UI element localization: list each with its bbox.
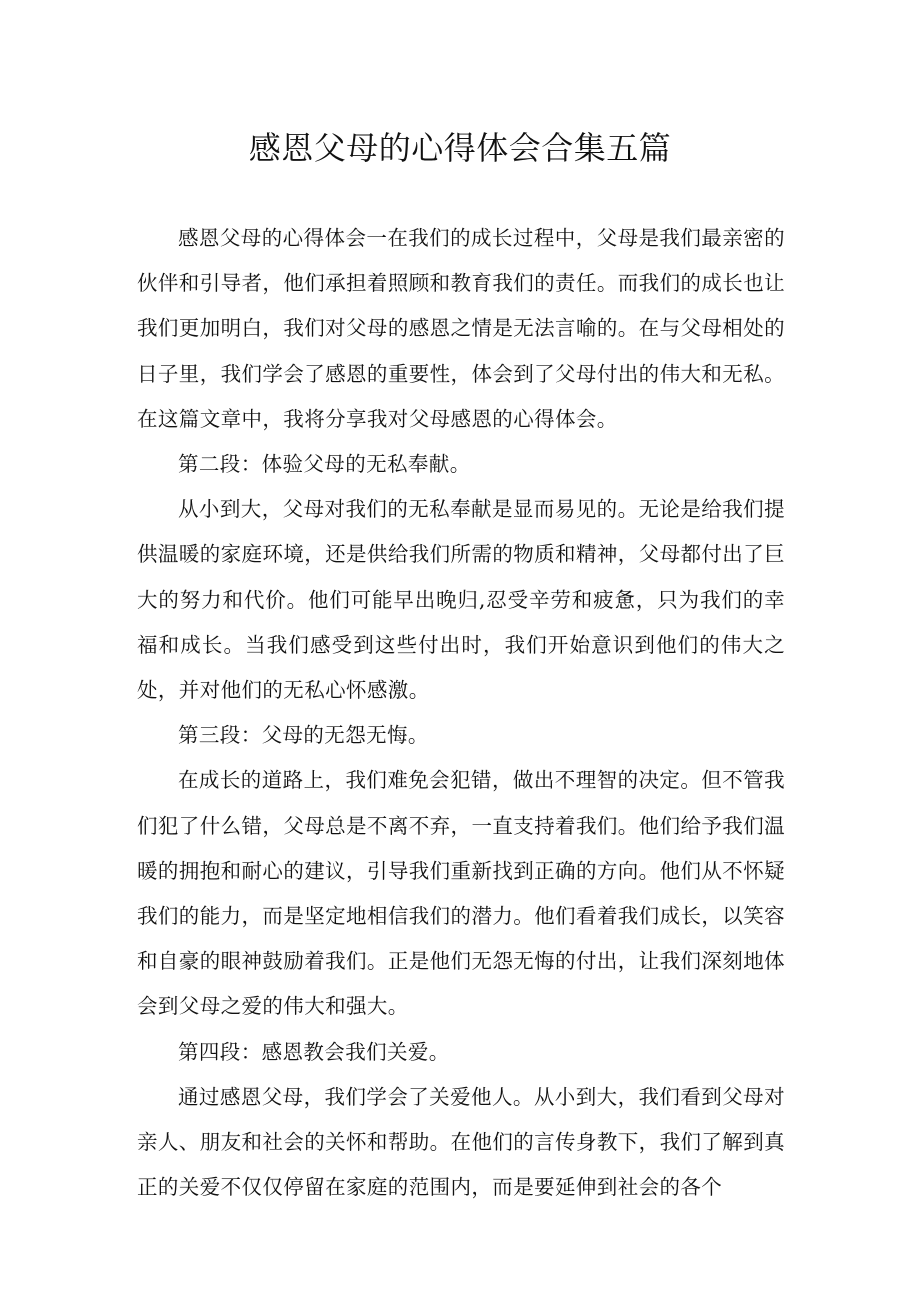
paragraph-no-regrets: 在成长的道路上，我们难免会犯错，做出不理智的决定。但不管我们犯了什么错，父母总是不离不弃，一直支持着我们。他们给予我们温暖的拥抱和耐心的建议，引导我们重新找到正确的方向。他们从不怀疑我们的能力，而是坚定地相信我们的潜力。他们看着我们成长，以笑容和自豪的眼神鼓励着我们。正是他们无怨无悔的付出，让我们深刻地体会到父母之爱的伟大和强大。 (137, 768, 785, 1019)
paragraph-intro: 感恩父母的心得体会一在我们的成长过程中，父母是我们最亲密的伙伴和引导者，他们承担着照顾和教育我们的责任。而我们的成长也让我们更加明白，我们对父母的感恩之情是无法言喻的。在与父母相处的日子里，我们学会了感恩的重要性，体会到了父母付出的伟大和无私。在这篇文章中，我将分享我对父母感恩的心得体会。 (137, 226, 785, 431)
document-body (137, 216, 785, 1210)
paragraph-caring: 通过感恩父母，我们学会了关爱他人。从小到大，我们看到父母对亲人、朋友和社会的关怀和帮助。在他们的言传身教下，我们了解到真正的关爱不仅仅停留在家庭的范围内，而是要延伸到社会的各个 (137, 1084, 785, 1200)
document-title: 感恩父母的心得体会合集五篇 (248, 129, 672, 167)
section-heading-2: 第二段：体验父母的无私奉献。 (178, 452, 471, 477)
paragraph-selfless-dedication: 从小到大，父母对我们的无私奉献是显而易见的。无论是给我们提供温暖的家庭环境，还是供给我们所需的物质和精神，父母都付出了巨大的努力和代价。他们可能早出晚归,忍受辛劳和疲惫，只为我们的幸福和成长。当我们感受到这些付出时，我们开始意识到他们的伟大之处，并对他们的无私心怀感激。 (137, 497, 785, 703)
section-heading-4: 第四段：感恩教会我们关爱。 (178, 1039, 450, 1064)
section-heading-3: 第三段：父母的无怨无悔。 (178, 723, 429, 748)
